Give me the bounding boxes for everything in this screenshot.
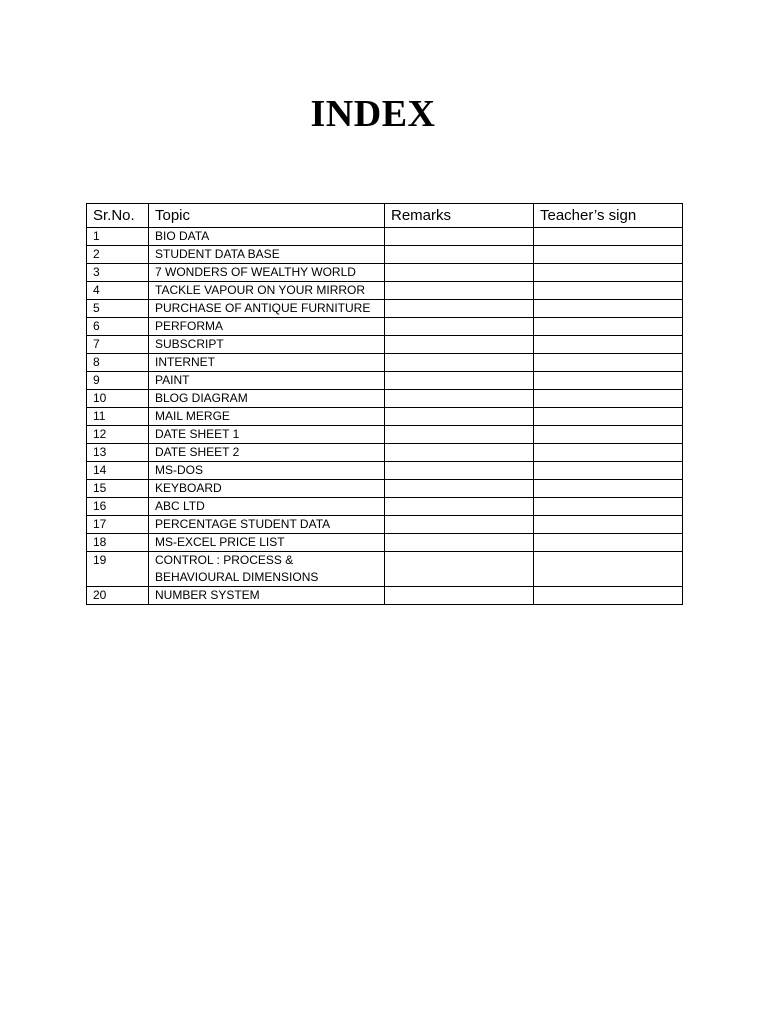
table-body <box>87 228 683 605</box>
row-sr-no: 11 <box>87 408 149 426</box>
row-teacher-sign <box>534 426 683 444</box>
row-sr-no: 5 <box>87 300 149 318</box>
row-topic: MAIL MERGE <box>149 408 385 426</box>
row-remarks <box>385 246 534 264</box>
header-teacher-sign: Teacher’s sign <box>534 204 683 228</box>
table-row <box>87 498 683 516</box>
header-sr-no: Sr.No. <box>87 204 149 228</box>
index-table <box>86 203 683 605</box>
row-remarks <box>385 534 534 552</box>
page-title: INDEX <box>310 93 436 135</box>
row-remarks <box>385 408 534 426</box>
row-remarks <box>385 354 534 372</box>
table-row <box>87 552 683 587</box>
row-sr-no: 20 <box>87 587 149 605</box>
table-row <box>87 480 683 498</box>
table-row <box>87 426 683 444</box>
row-topic: SUBSCRIPT <box>149 336 385 354</box>
row-remarks <box>385 264 534 282</box>
row-remarks <box>385 462 534 480</box>
table-row <box>87 444 683 462</box>
row-remarks <box>385 390 534 408</box>
row-remarks <box>385 300 534 318</box>
row-topic: 7 WONDERS OF WEALTHY WORLD <box>149 264 385 282</box>
row-topic: CONTROL : PROCESS & BEHAVIOURAL DIMENSIONS <box>149 552 385 587</box>
row-remarks <box>385 498 534 516</box>
row-sr-no: 12 <box>87 426 149 444</box>
row-teacher-sign <box>534 228 683 246</box>
row-teacher-sign <box>534 390 683 408</box>
row-teacher-sign <box>534 372 683 390</box>
row-teacher-sign <box>534 480 683 498</box>
table-row <box>87 354 683 372</box>
row-topic: PAINT <box>149 372 385 390</box>
row-sr-no: 18 <box>87 534 149 552</box>
row-teacher-sign <box>534 408 683 426</box>
table-header-row <box>87 204 683 228</box>
row-remarks <box>385 318 534 336</box>
row-topic: MS-DOS <box>149 462 385 480</box>
row-sr-no: 8 <box>87 354 149 372</box>
table-row <box>87 264 683 282</box>
row-teacher-sign <box>534 498 683 516</box>
row-topic: MS-EXCEL PRICE LIST <box>149 534 385 552</box>
table-row <box>87 246 683 264</box>
row-teacher-sign <box>534 534 683 552</box>
row-teacher-sign <box>534 354 683 372</box>
row-sr-no: 4 <box>87 282 149 300</box>
row-teacher-sign <box>534 444 683 462</box>
row-teacher-sign <box>534 336 683 354</box>
row-topic: PURCHASE OF ANTIQUE FURNITURE <box>149 300 385 318</box>
table-row <box>87 228 683 246</box>
table-row <box>87 372 683 390</box>
row-sr-no: 10 <box>87 390 149 408</box>
table-row <box>87 534 683 552</box>
row-sr-no: 9 <box>87 372 149 390</box>
row-teacher-sign <box>534 552 683 587</box>
table-row <box>87 336 683 354</box>
row-sr-no: 13 <box>87 444 149 462</box>
row-topic: ABC LTD <box>149 498 385 516</box>
row-sr-no: 16 <box>87 498 149 516</box>
row-teacher-sign <box>534 462 683 480</box>
table-row <box>87 587 683 605</box>
header-remarks: Remarks <box>385 204 534 228</box>
row-remarks <box>385 372 534 390</box>
table-row <box>87 516 683 534</box>
row-topic: DATE SHEET 1 <box>149 426 385 444</box>
row-teacher-sign <box>534 516 683 534</box>
row-remarks <box>385 282 534 300</box>
row-topic: BIO DATA <box>149 228 385 246</box>
row-sr-no: 6 <box>87 318 149 336</box>
row-teacher-sign <box>534 300 683 318</box>
row-sr-no: 17 <box>87 516 149 534</box>
table-row <box>87 462 683 480</box>
table-row <box>87 318 683 336</box>
row-sr-no: 7 <box>87 336 149 354</box>
row-teacher-sign <box>534 264 683 282</box>
header-topic: Topic <box>149 204 385 228</box>
row-sr-no: 19 <box>87 552 149 587</box>
row-sr-no: 3 <box>87 264 149 282</box>
row-remarks <box>385 426 534 444</box>
row-teacher-sign <box>534 318 683 336</box>
row-topic: DATE SHEET 2 <box>149 444 385 462</box>
row-topic: PERFORMA <box>149 318 385 336</box>
row-remarks <box>385 552 534 587</box>
row-topic: STUDENT DATA BASE <box>149 246 385 264</box>
row-topic: KEYBOARD <box>149 480 385 498</box>
row-remarks <box>385 480 534 498</box>
row-sr-no: 14 <box>87 462 149 480</box>
row-sr-no: 1 <box>87 228 149 246</box>
row-topic: BLOG DIAGRAM <box>149 390 385 408</box>
row-remarks <box>385 587 534 605</box>
table-row <box>87 300 683 318</box>
row-remarks <box>385 228 534 246</box>
table-row <box>87 390 683 408</box>
row-topic: PERCENTAGE STUDENT DATA <box>149 516 385 534</box>
row-topic: NUMBER SYSTEM <box>149 587 385 605</box>
row-teacher-sign <box>534 246 683 264</box>
row-topic: TACKLE VAPOUR ON YOUR MIRROR <box>149 282 385 300</box>
table-row <box>87 282 683 300</box>
row-teacher-sign <box>534 282 683 300</box>
row-remarks <box>385 336 534 354</box>
row-teacher-sign <box>534 587 683 605</box>
row-sr-no: 2 <box>87 246 149 264</box>
row-remarks <box>385 444 534 462</box>
row-sr-no: 15 <box>87 480 149 498</box>
row-topic: INTERNET <box>149 354 385 372</box>
table-row <box>87 408 683 426</box>
row-remarks <box>385 516 534 534</box>
